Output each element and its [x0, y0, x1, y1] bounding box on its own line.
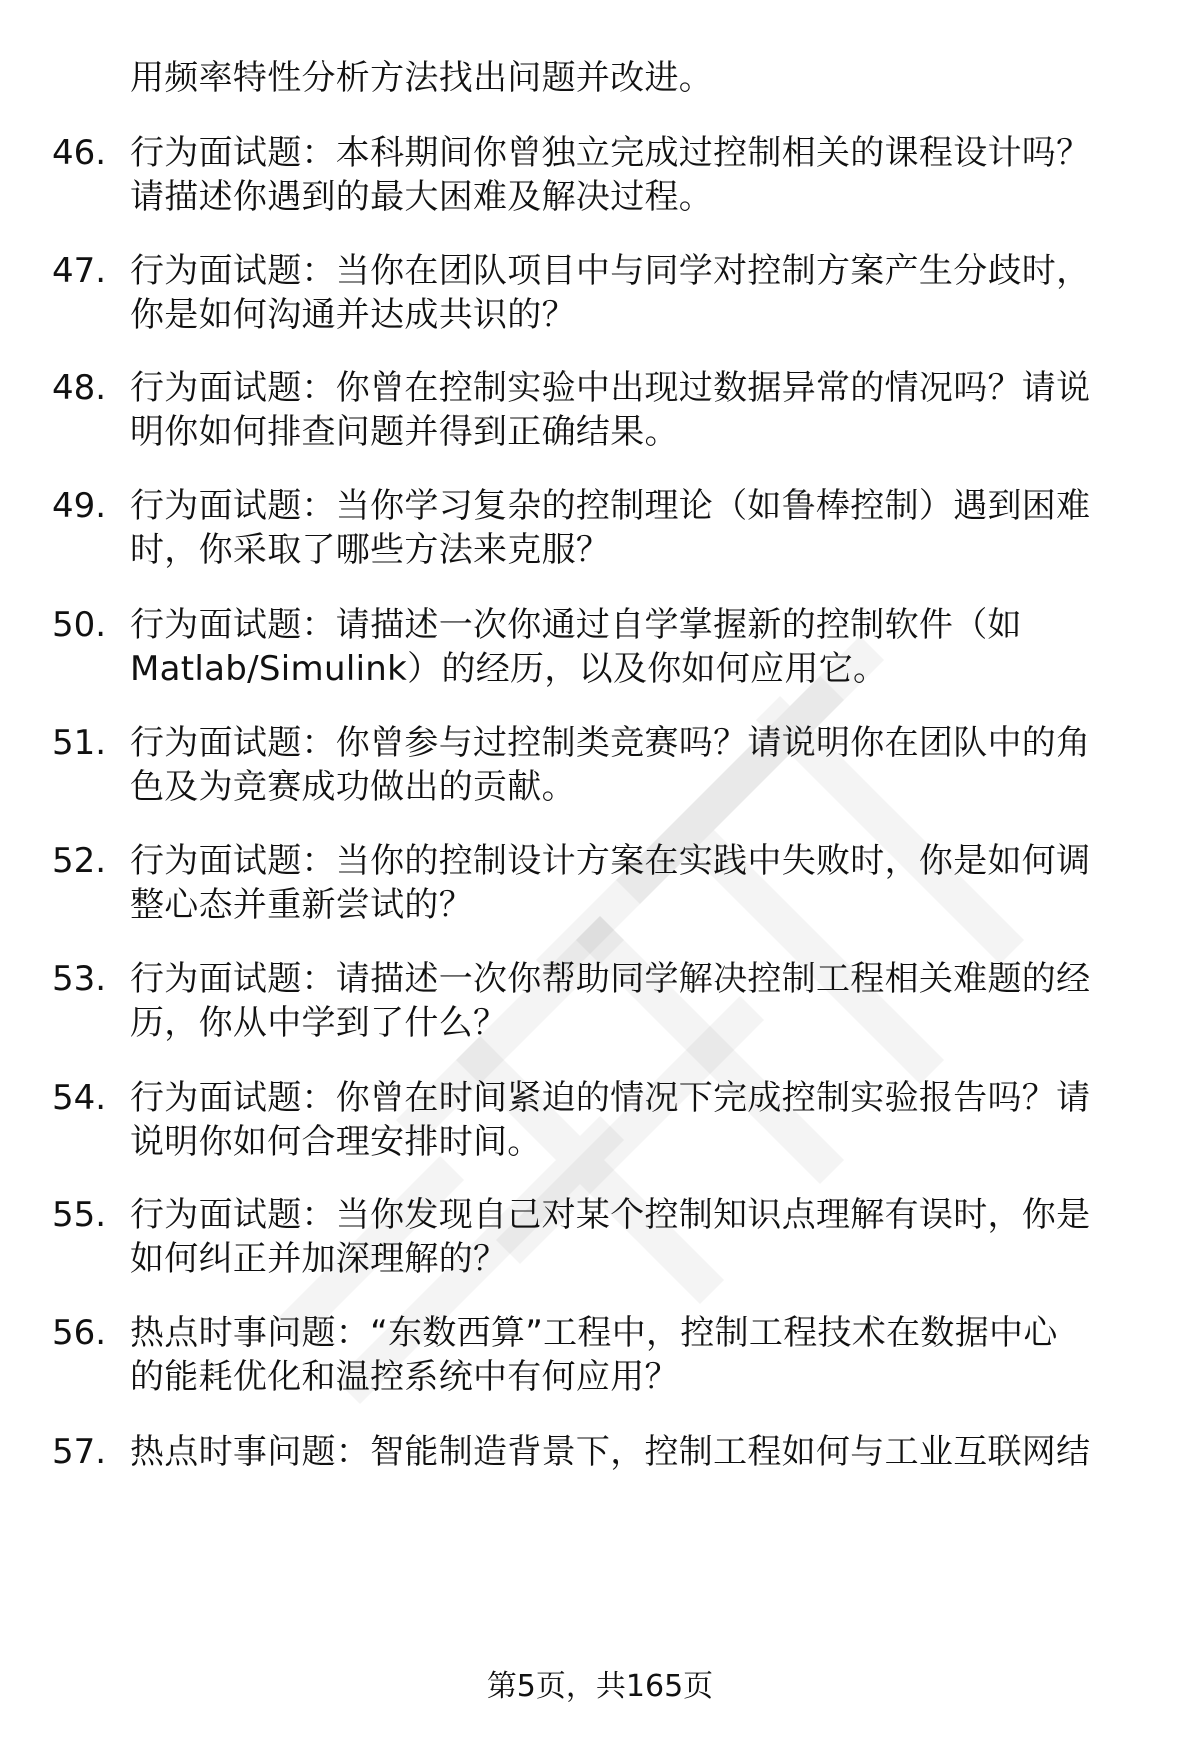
page-footer: 第5页，共165页: [486, 1669, 714, 1704]
item-52-line-1: 行为面试题：当你的控制设计方案在实践中失败时，你是如何调: [130, 841, 1091, 881]
item-56-line-2: 的能耗优化和温控系统中有何应用？: [130, 1357, 679, 1397]
item-55-number: 55.: [52, 1195, 107, 1235]
item-48-line-1: 行为面试题：你曾在控制实验中出现过数据异常的情况吗？请说: [130, 368, 1091, 408]
intro-line: 用频率特性分析方法找出问题并改进。: [130, 58, 714, 98]
item-47-line-2: 你是如何沟通并达成共识的？: [130, 295, 576, 335]
item-57-line-1: 热点时事问题：智能制造背景下，控制工程如何与工业互联网结: [130, 1432, 1091, 1472]
item-47-line-1: 行为面试题：当你在团队项目中与同学对控制方案产生分歧时，: [130, 251, 1091, 291]
item-49-line-2: 时，你采取了哪些方法来克服？: [130, 530, 611, 570]
item-54-number: 54.: [52, 1078, 107, 1118]
item-56-number: 56.: [52, 1313, 107, 1353]
item-54-line-1: 行为面试题：你曾在时间紧迫的情况下完成控制实验报告吗？请: [130, 1078, 1091, 1118]
item-56-line-1: 热点时事问题：“东数西算”工程中，控制工程技术在数据中心: [130, 1313, 1058, 1353]
item-52-number: 52.: [52, 841, 107, 881]
item-55-line-1: 行为面试题：当你发现自己对某个控制知识点理解有误时，你是: [130, 1195, 1091, 1235]
item-46-number: 46.: [52, 133, 107, 173]
item-46-line-2: 请描述你遇到的最大困难及解决过程。: [130, 177, 714, 217]
item-48-number: 48.: [52, 368, 107, 408]
item-50-line-2: Matlab/Simulink）的经历，以及你如何应用它。: [130, 649, 888, 689]
item-55-line-2: 如何纠正并加深理解的？: [130, 1239, 508, 1279]
item-51-number: 51.: [52, 723, 107, 763]
item-48-line-2: 明你如何排查问题并得到正确结果。: [130, 412, 679, 452]
item-53-line-1: 行为面试题：请描述一次你帮助同学解决控制工程相关难题的经: [130, 959, 1091, 999]
item-57-number: 57.: [52, 1432, 107, 1472]
item-51-line-1: 行为面试题：你曾参与过控制类竞赛吗？请说明你在团队中的角: [130, 723, 1091, 763]
item-49-number: 49.: [52, 486, 107, 526]
item-49-line-1: 行为面试题：当你学习复杂的控制理论（如鲁棒控制）遇到困难: [130, 486, 1091, 526]
item-50-line-1: 行为面试题：请描述一次你通过自学掌握新的控制软件（如: [130, 605, 1022, 645]
item-51-line-2: 色及为竞赛成功做出的贡献。: [130, 767, 576, 807]
item-53-line-2: 历，你从中学到了什么？: [130, 1003, 508, 1043]
item-52-line-2: 整心态并重新尝试的？: [130, 885, 473, 925]
item-50-number: 50.: [52, 605, 107, 645]
item-54-line-2: 说明你如何合理安排时间。: [130, 1122, 542, 1162]
item-47-number: 47.: [52, 251, 107, 291]
item-46-line-1: 行为面试题：本科期间你曾独立完成过控制相关的课程设计吗？: [130, 133, 1091, 173]
item-53-number: 53.: [52, 959, 107, 999]
